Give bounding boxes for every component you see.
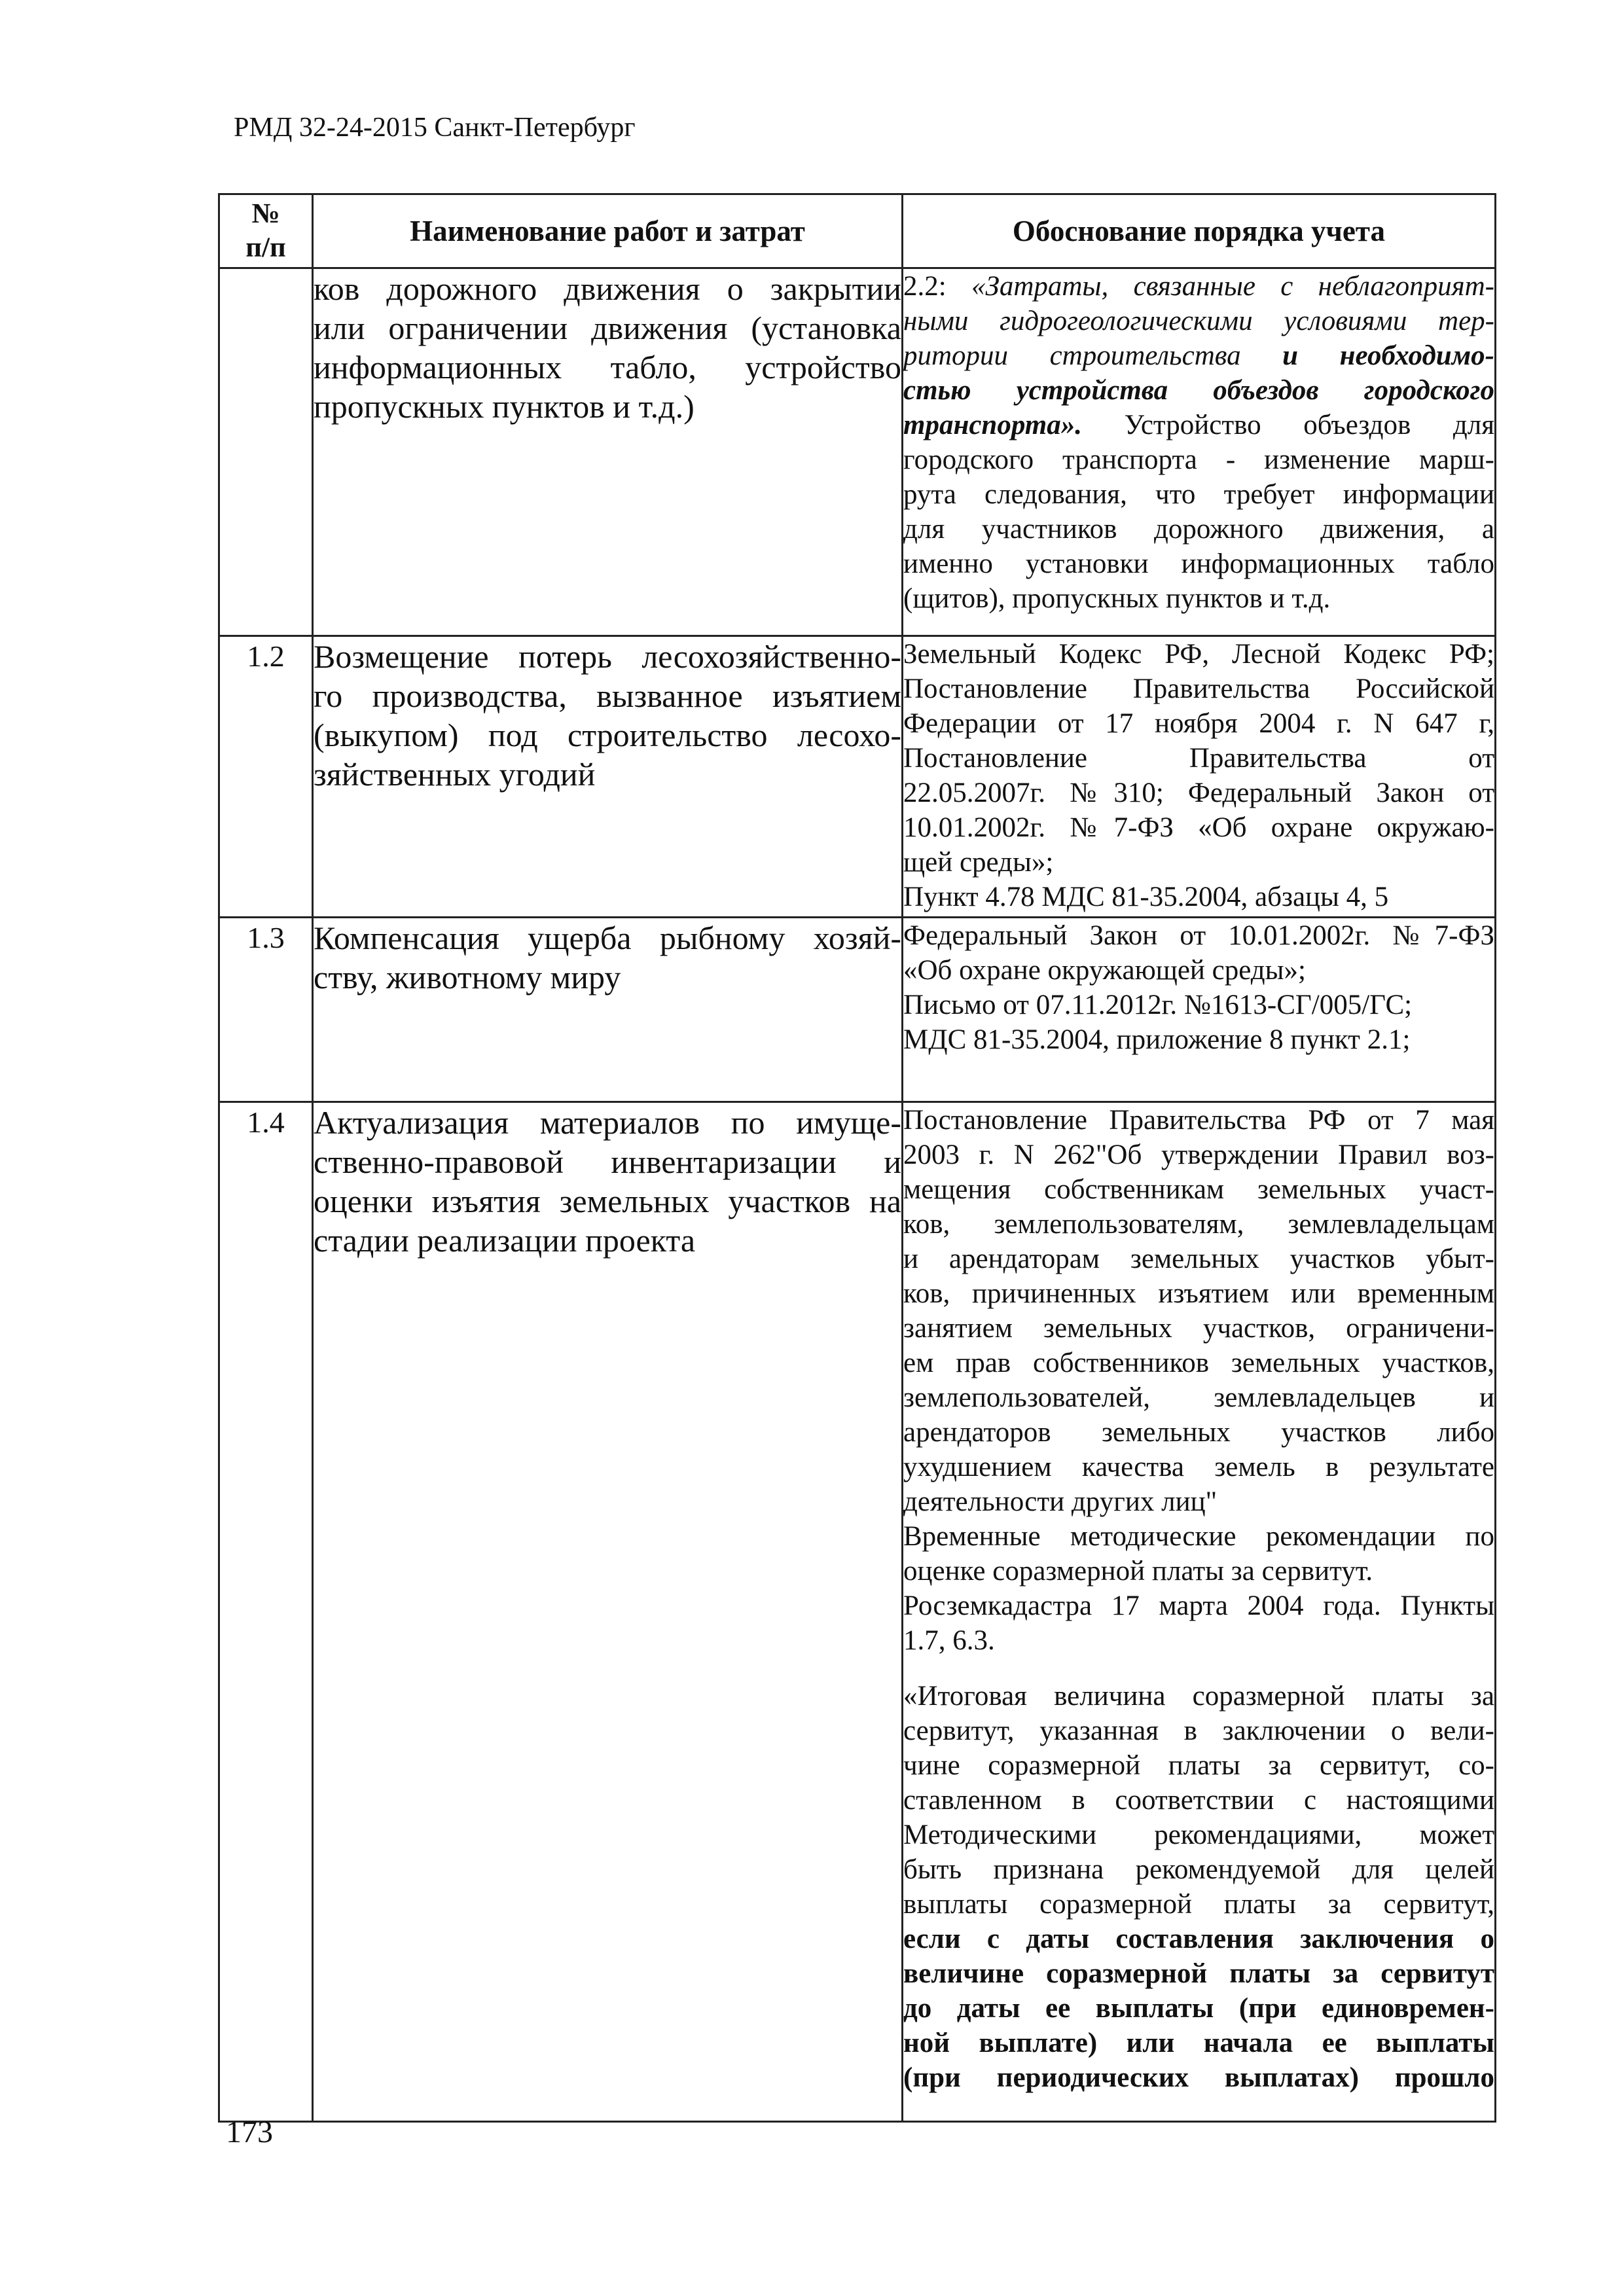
table-row [219,268,1496,636]
table-row [219,636,1496,918]
row-name: Актуализация материалов по имуще- ственно-правовой инвентаризации и оценки изъятия земельных участков на стадии реализации проекта [313,1102,903,2122]
row-name: Компенсация ущерба рыбному хозяй- ству, животному миру [313,918,903,1102]
table-row [219,1102,1496,2122]
table-header-row [219,194,1496,268]
row-number: 1.3 [219,918,313,1102]
row-number: 1.4 [219,1102,313,2122]
row-name: Возмещение потерь лесохозяйственно- го производства, вызванное изъятием (выкупом) под строительство лесохо- зяйственных угодий [313,636,903,918]
row-number: 1.2 [219,636,313,918]
column-header-name: Наименование работ и затрат [313,194,903,268]
row-basis: Постановление Правительства РФ от 7 мая 2003 г. N 262"Об утверждении Правил воз- мещения собственникам земельных участ- ков, землепользователям, землевладельцам и арендаторам земельных участков убыт- ков, причиненных изъятием или временным занятием земельных участков, ограничени- ем прав собственников земельных участков, землепользователей, землевладельцев и арендаторов земельных участков либо ухудшением качества земель в результате деятельности других лиц" Временные методические рекомендации по оценке соразмерной платы за сервитут. Росземкадастра 17 марта 2004 года. Пункты 1.7, 6.3. «Итоговая величина соразмерной платы за сервитут, указанная в заключении о вели- чине соразмерной платы за сервитут, со- ставленном в соответствии с настоящими Методическими рекомендациями, может быть признана рекомендуемой для целей выплаты соразмерной платы за сервитут, если с даты составления заключения о величине соразмерной платы за сервитут до даты ее выплаты (при единовремен- ной выплате) или начала ее выплаты (при периодических выплатах) прошло [903,1102,1496,2122]
column-header-number: № п/п [219,194,313,268]
row-name: ков дорожного движения о закрытии или ограничении движения (установка информационных табло, устройство пропускных пунктов и т.д.) [313,268,903,636]
column-header-basis: Обоснование порядка учета [903,194,1496,268]
running-header: РМД 32-24-2015 Санкт-Петербург [234,113,636,143]
row-basis: 2.2: «Затраты, связанные с неблагоприят- ными гидрогеологическими условиями тер- ритории строительства и необходимо- стью устройства объездов городского транспорта». Устройство объездов для городского транспорта - изменение марш- рута следования, что требует информации для участников дорожного движения, а именно установки информационных табло (щитов), пропускных пунктов и т.д. [903,268,1496,636]
row-basis: Федеральный Закон от 10.01.2002г. №7-ФЗ «Об охране окружающей среды»; Письмо от 07.11.2012г. №1613-СГ/005/ГС; МДС 81-35.2004, приложение 8 пункт 2.1; [903,918,1496,1102]
cost-justification-table [218,193,1496,2123]
row-basis: Земельный Кодекс РФ, Лесной Кодекс РФ; Постановление Правительства Российской Федерации от 17 ноября 2004 г. N 647 г, Постановление Правительства от 22.05.2007г. №310; Федеральный Закон от 10.01.2002г. №7-ФЗ «Об охране окружаю- щей среды»; Пункт 4.78 МДС 81-35.2004, абзацы 4, 5 [903,636,1496,918]
table-row [219,918,1496,1102]
row-number [219,268,313,636]
page-number: 173 [226,2115,273,2149]
